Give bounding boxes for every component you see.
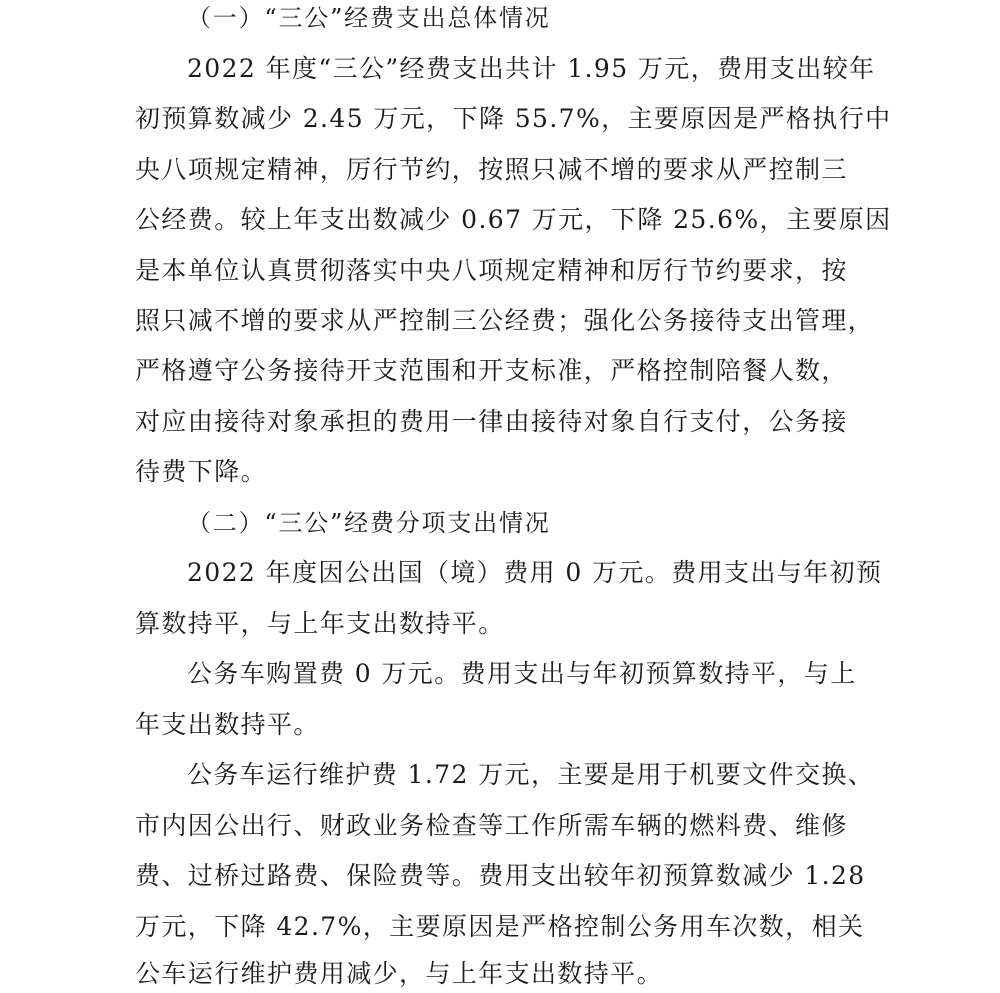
paragraph-line: 照只减不增的要求从严控制三公经费；强化公务接待支出管理， [135, 306, 875, 335]
paragraph-line: 2022 年度因公出国（境）费用 0 万元。费用支出与年初预 [187, 558, 883, 587]
paragraph-line: 公经费。较上年支出数减少 0.67 万元，下降 25.6%，主要原因 [135, 205, 892, 234]
section-heading-overall: （一）“三公”经费支出总体情况 [187, 4, 551, 32]
paragraph-line: 年支出数持平。 [135, 710, 320, 739]
paragraph-line: 公务车购置费 0 万元。费用支出与年初预算数持平，与上 [187, 659, 857, 688]
paragraph-line: 是本单位认真贯彻落实中央八项规定精神和厉行节约要求，按 [135, 256, 848, 285]
paragraph-line: 央八项规定精神，厉行节约，按照只减不增的要求从严控制三 [135, 155, 848, 184]
paragraph-line: 万元，下降 42.7%，主要原因是严格控制公务用车次数，相关 [135, 912, 865, 941]
section-heading-itemized: （二）“三公”经费分项支出情况 [187, 509, 551, 537]
paragraph-line: 公车运行维护费用减少，与上年支出数持平。 [135, 959, 664, 988]
paragraph-line: 费、过桥过路费、保险费等。费用支出较年初预算数减少 1.28 [135, 861, 866, 890]
paragraph-line: 严格遵守公务接待开支范围和开支标准，严格控制陪餐人数， [135, 356, 848, 385]
paragraph-line: 待费下降。 [135, 457, 268, 486]
paragraph-line: 算数持平，与上年支出数持平。 [135, 609, 505, 638]
paragraph-line: 对应由接待对象承担的费用一律由接待对象自行支付，公务接 [135, 407, 848, 436]
paragraph-line: 2022 年度“三公”经费支出共计 1.95 万元，费用支出较年 [187, 54, 876, 83]
paragraph-line: 市内因公出行、财政业务检查等工作所需车辆的燃料费、维修 [135, 811, 848, 840]
paragraph-line: 公务车运行维护费 1.72 万元，主要是用于机要文件交换、 [187, 760, 875, 789]
paragraph-line: 初预算数减少 2.45 万元，下降 55.7%，主要原因是严格执行中 [135, 104, 892, 133]
